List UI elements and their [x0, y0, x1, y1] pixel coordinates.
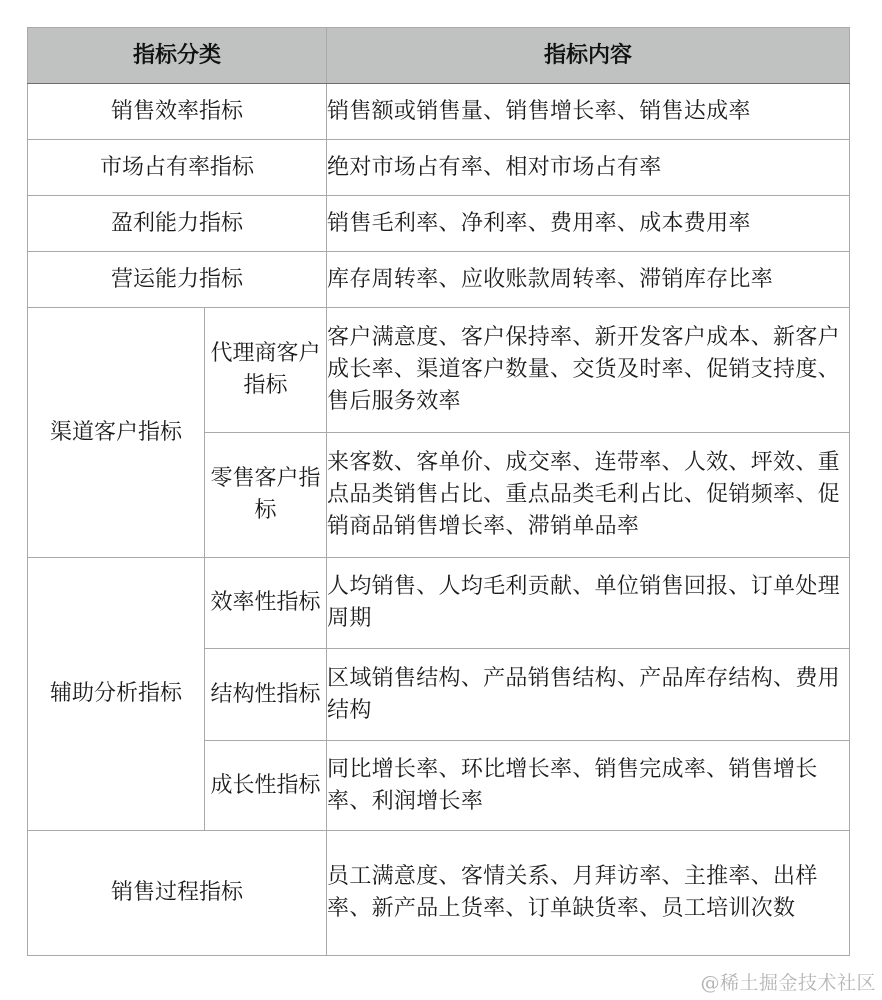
row-content: 同比增长率、环比增长率、销售完成率、销售增长率、利润增长率	[327, 741, 850, 831]
header-content: 指标内容	[327, 28, 850, 84]
table-row	[28, 831, 850, 956]
table-row	[28, 84, 850, 140]
sub-category: 零售客户指标	[205, 433, 327, 558]
row-content: 区域销售结构、产品销售结构、产品库存结构、费用结构	[327, 649, 850, 741]
group-category-channel: 渠道客户指标	[28, 308, 205, 558]
row-content: 人均销售、人均毛利贡献、单位销售回报、订单处理周期	[327, 558, 850, 649]
sales-metrics-table	[27, 27, 850, 956]
table-row	[28, 252, 850, 308]
table-row	[28, 558, 850, 649]
sub-category: 效率性指标	[205, 558, 327, 649]
row-content: 销售额或销售量、销售增长率、销售达成率	[327, 84, 850, 140]
sub-category: 成长性指标	[205, 741, 327, 831]
row-category: 销售过程指标	[28, 831, 327, 956]
row-content: 绝对市场占有率、相对市场占有率	[327, 140, 850, 196]
table-header-row	[28, 28, 850, 84]
table-row	[28, 308, 850, 433]
table-row	[28, 196, 850, 252]
watermark: @稀土掘金技术社区	[700, 972, 876, 994]
sub-category: 结构性指标	[205, 649, 327, 741]
row-content: 库存周转率、应收账款周转率、滞销库存比率	[327, 252, 850, 308]
row-category: 销售效率指标	[28, 84, 327, 140]
row-category: 盈利能力指标	[28, 196, 327, 252]
row-category: 市场占有率指标	[28, 140, 327, 196]
sub-category: 代理商客户指标	[205, 308, 327, 433]
row-content: 销售毛利率、净利率、费用率、成本费用率	[327, 196, 850, 252]
header-category: 指标分类	[28, 28, 327, 84]
group-category-auxiliary: 辅助分析指标	[28, 558, 205, 831]
row-content: 员工满意度、客情关系、月拜访率、主推率、出样率、新产品上货率、订单缺货率、员工培训次数	[327, 831, 850, 956]
row-category: 营运能力指标	[28, 252, 327, 308]
table-row	[28, 140, 850, 196]
row-content: 客户满意度、客户保持率、新开发客户成本、新客户成长率、渠道客户数量、交货及时率、促销支持度、售后服务效率	[327, 308, 850, 433]
row-content: 来客数、客单价、成交率、连带率、人效、坪效、重点品类销售占比、重点品类毛利占比、促销频率、促销商品销售增长率、滞销单品率	[327, 433, 850, 558]
